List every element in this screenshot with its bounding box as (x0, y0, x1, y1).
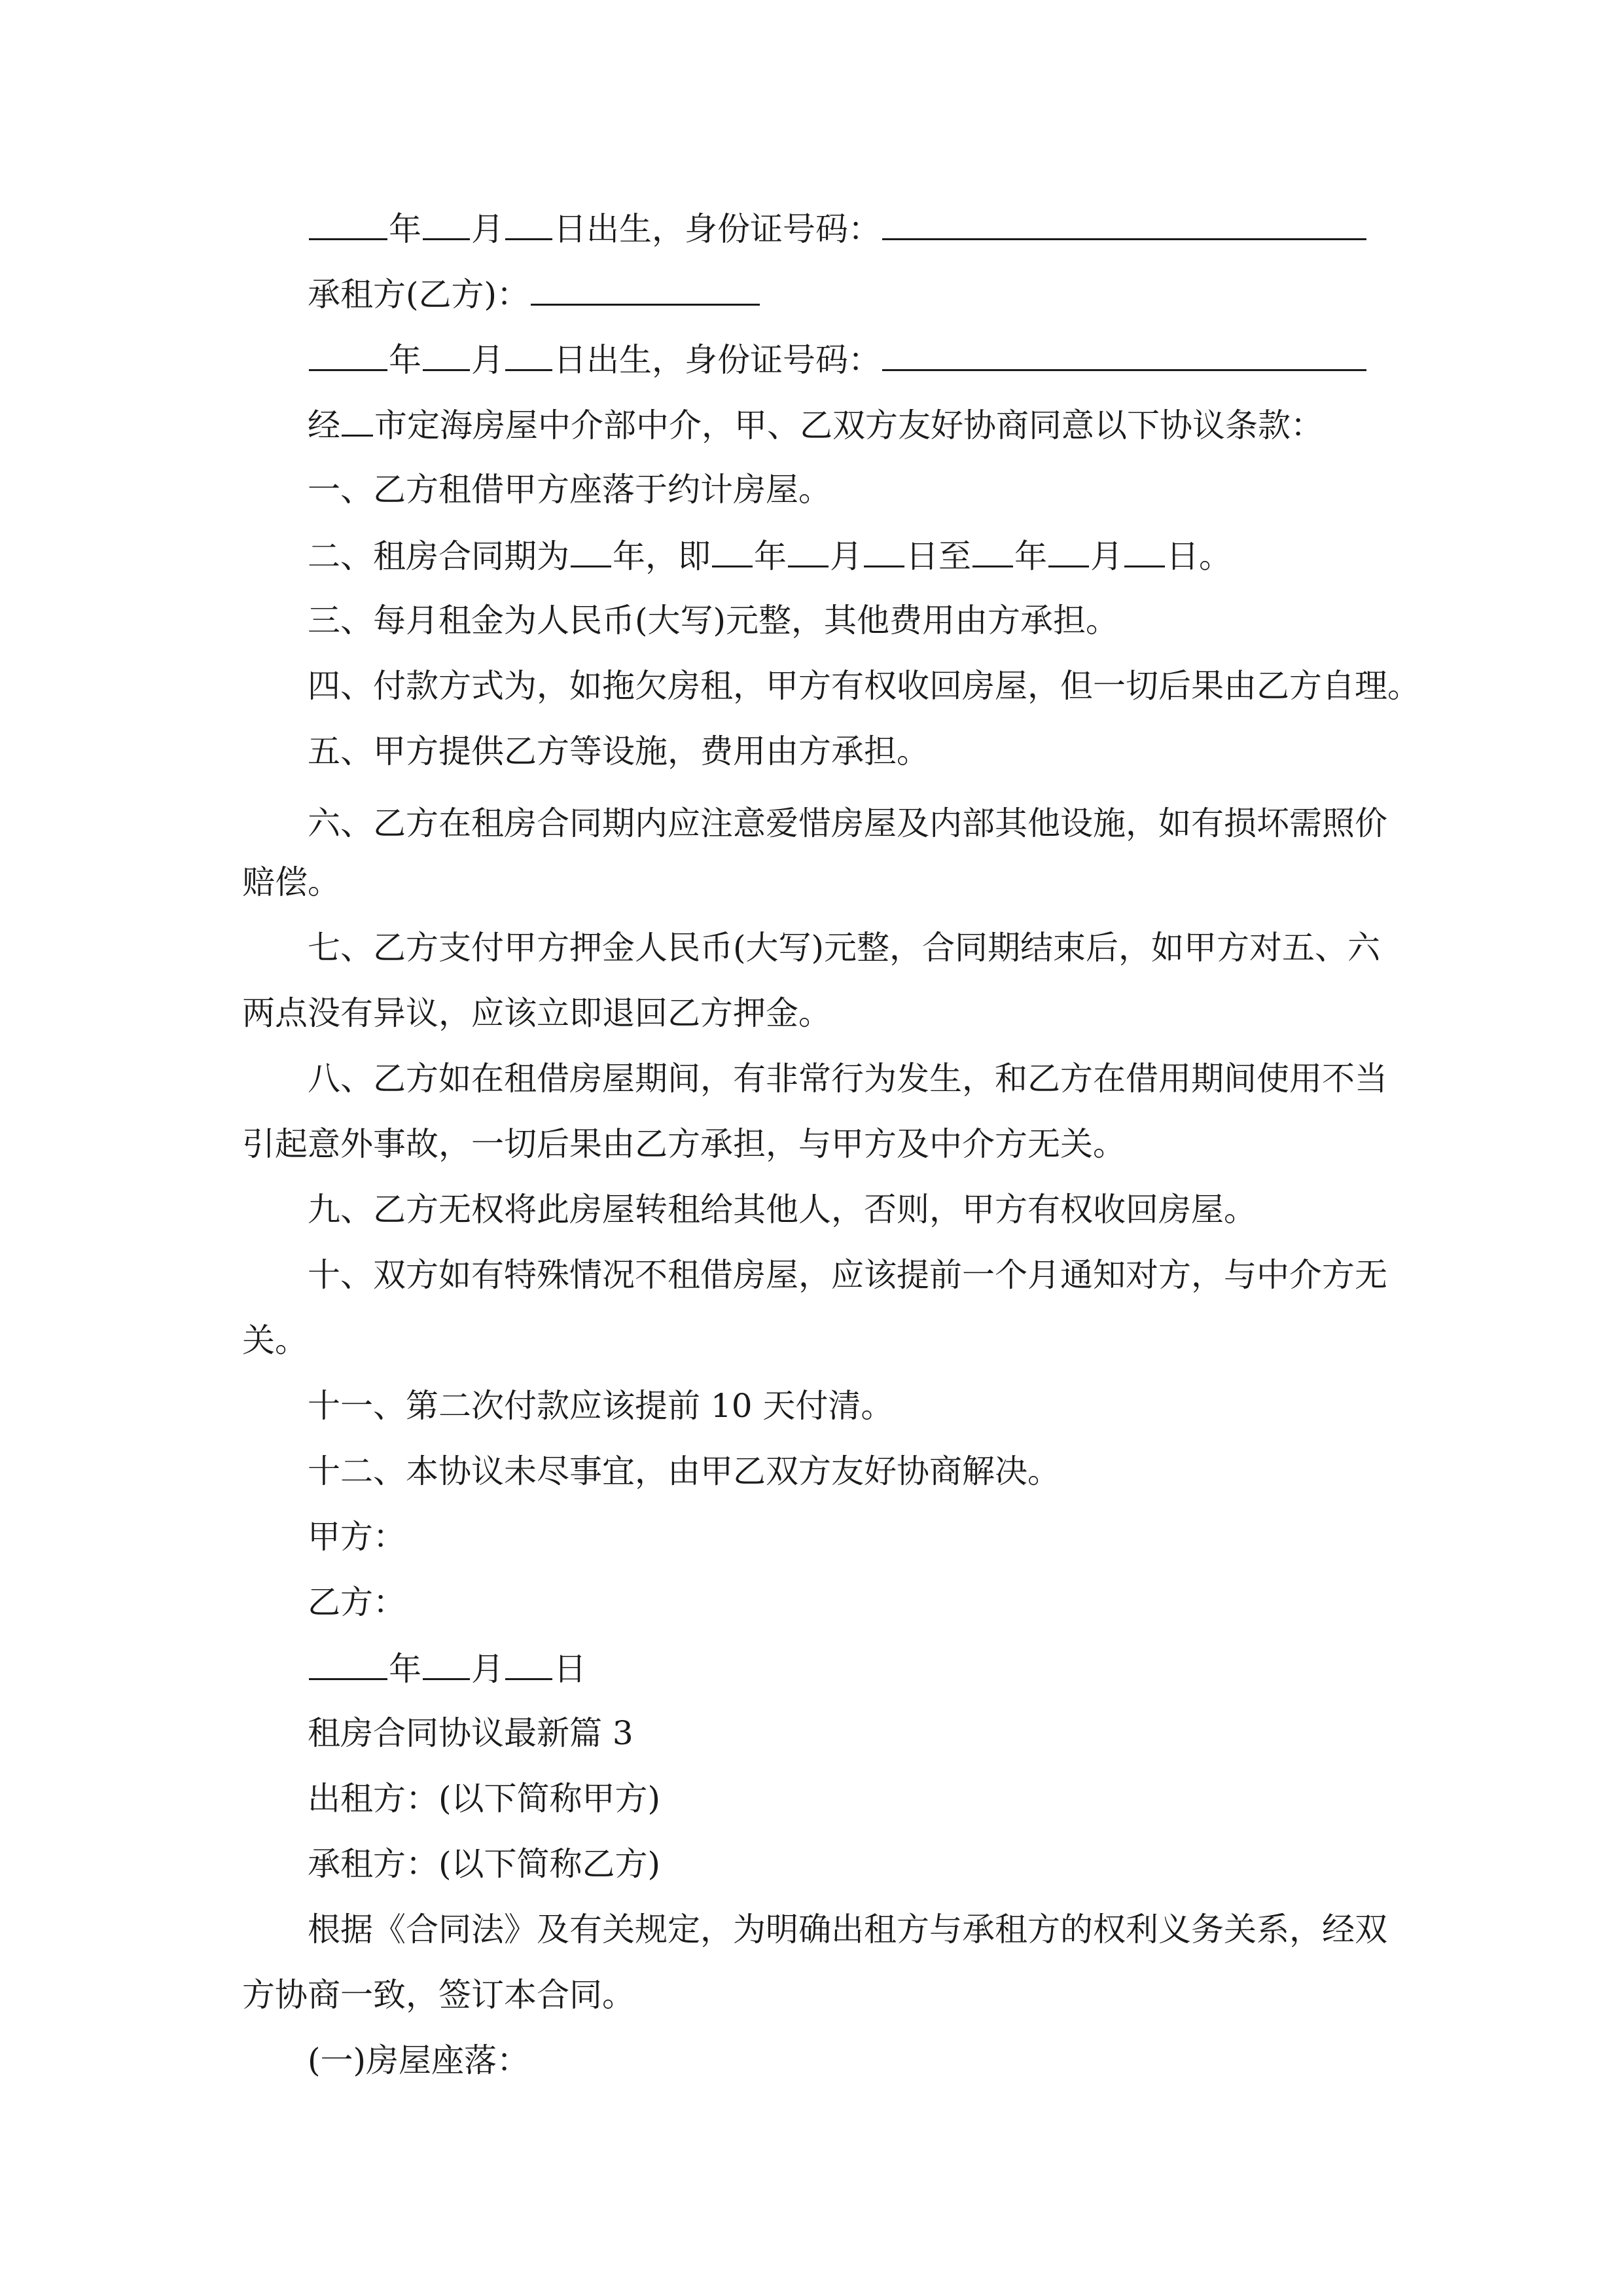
month-blank[interactable] (423, 208, 470, 240)
month-blank[interactable] (423, 1648, 470, 1680)
clause-8: 八、乙方如在租借房屋期间，有非常行为发生，和乙方在借用期间使用不当 (308, 1060, 1387, 1098)
preamble-cont: 方协商一致，签订本合同。 (242, 1976, 635, 2014)
year-blank[interactable] (309, 208, 387, 240)
preamble: 根据《合同法》及有关规定，为明确出租方与承租方的权利义务关系，经双 (308, 1910, 1387, 1948)
blank[interactable] (864, 535, 904, 567)
clause-7-cont: 两点没有异议，应该立即退回乙方押金。 (242, 994, 831, 1032)
year-blank[interactable] (309, 339, 387, 371)
lessor-line: 出租方：(以下简称甲方) (308, 1780, 661, 1818)
birth-id-line-2: 年 月 日出生，身份证号码： (308, 339, 1368, 378)
lessee-name-blank[interactable] (531, 274, 760, 306)
year-blank[interactable] (309, 1648, 387, 1680)
clause-8-cont: 引起意外事故，一切后果由乙方承担，与甲方及中介方无关。 (242, 1125, 1126, 1163)
blank[interactable] (571, 535, 611, 567)
clause-7: 七、乙方支付甲方押金人民币(大写)元整，合同期结束后，如甲方对五、六 (308, 929, 1381, 967)
section-title: 租房合同协议最新篇 3 (308, 1714, 633, 1752)
blank[interactable] (1124, 535, 1165, 567)
clause-2: 二、租房合同期为 年，即 年 月 日至 年 月 日。 (308, 535, 1232, 575)
blank[interactable] (1048, 535, 1089, 567)
clause-10-cont: 关。 (242, 1321, 308, 1359)
clause-9: 九、乙方无权将此房屋转租给其他人，否则，甲方有权收回房屋。 (308, 1191, 1257, 1229)
day-blank[interactable] (505, 208, 552, 240)
city-blank[interactable] (342, 404, 373, 437)
clause-12: 十二、本协议未尽事宜，由甲乙双方友好协商解决。 (308, 1452, 1060, 1490)
lessee-line: 承租方(乙方)： (308, 274, 761, 313)
clause-3: 三、每月租金为人民币(大写)元整，其他费用由方承担。 (308, 601, 1119, 639)
blank[interactable] (712, 535, 753, 567)
party-a-signature: 甲方： (308, 1518, 406, 1556)
house-location-heading: (一)房屋座落： (308, 2041, 530, 2079)
signing-date: 年 月 日 (308, 1648, 586, 1687)
lessee-line-2: 承租方：(以下简称乙方) (308, 1845, 661, 1883)
id-number-blank[interactable] (882, 208, 1366, 240)
birth-id-line-1: 年 月 日出生，身份证号码： (308, 208, 1368, 247)
blank[interactable] (788, 535, 829, 567)
id-number-blank[interactable] (882, 339, 1366, 371)
clause-5: 五、甲方提供乙方等设施，费用由方承担。 (308, 732, 929, 770)
clause-6-cont: 赔偿。 (242, 863, 340, 901)
blank[interactable] (972, 535, 1013, 567)
day-blank[interactable] (505, 1648, 552, 1680)
clause-4: 四、付款方式为，如拖欠房租，甲方有权收回房屋，但一切后果由乙方自理。 (308, 667, 1420, 705)
clause-6: 六、乙方在租房合同期内应注意爱惜房屋及内部其他设施，如有损坏需照价 (308, 804, 1387, 842)
clause-10: 十、双方如有特殊情况不租借房屋，应该提前一个月通知对方，与中介方无 (308, 1256, 1387, 1294)
party-b-signature: 乙方： (308, 1583, 406, 1621)
clause-11: 十一、第二次付款应该提前 10 天付清。 (308, 1387, 894, 1425)
day-blank[interactable] (505, 339, 552, 371)
agency-intro-line: 经 市定海房屋中介部中介，甲、乙双方友好协商同意以下协议条款： (308, 404, 1323, 444)
clause-1: 一、乙方租借甲方座落于约计房屋。 (308, 471, 831, 509)
month-blank[interactable] (423, 339, 470, 371)
